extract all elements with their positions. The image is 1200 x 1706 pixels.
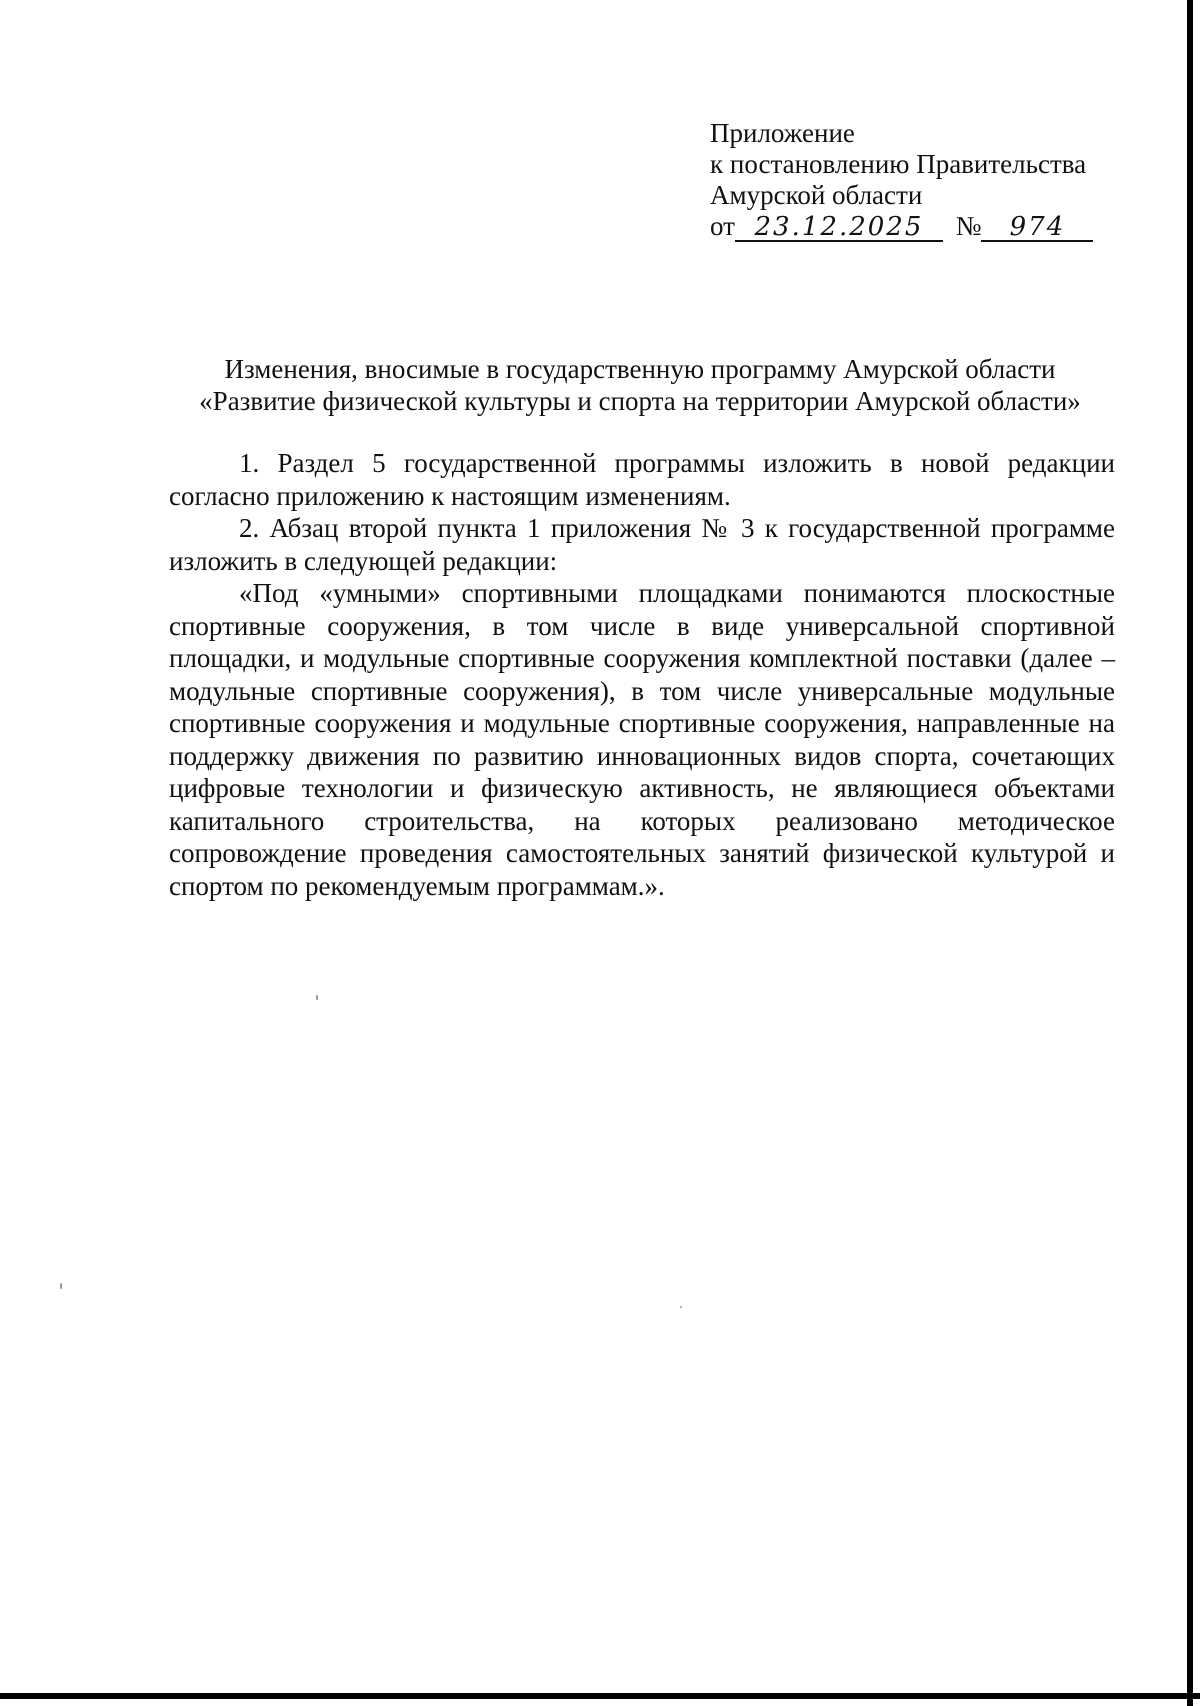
document-body (169, 447, 1115, 902)
handwritten-date: 23.12.2025 (735, 214, 943, 242)
scan-speck (316, 995, 318, 1000)
appendix-title: Приложение (710, 118, 855, 148)
scan-edge-bottom (0, 1693, 1200, 1699)
appendix-header (710, 118, 1150, 247)
title-line-1: Изменения, вносимые в государственную программу Амурской области (224, 354, 1056, 384)
paragraph-1: 1. Раздел 5 государственной программы изложить в новой редакции согласно приложению к настоящим изменениям. (169, 448, 1115, 511)
appendix-region-line: Амурской области (710, 180, 923, 210)
title-line-2: «Развитие физической культуры и спорта на территории Амурской области» (199, 386, 1081, 416)
appendix-date-number-line (710, 211, 1150, 247)
scan-edge-right (1187, 0, 1193, 1706)
scan-speck (680, 1306, 682, 1308)
scan-speck (60, 1283, 62, 1289)
handwritten-number: 974 (981, 214, 1093, 242)
document-title (160, 353, 1120, 417)
number-label: № (955, 211, 982, 241)
appendix-resolution-line: к постановлению Правительства (710, 149, 1087, 179)
paragraph-2: 2. Абзац второй пункта 1 приложения № 3 к государственной программе изложить в следующей редакции: (169, 513, 1115, 576)
from-label: от (710, 211, 735, 241)
paragraph-3: «Под «умными» спортивными площадками понимаются плоскостные спортивные сооружения, в том числе в виде универсальной спортивной площадки, и модульные спортивные сооружения комплектной поставки (далее – модульные спортивные сооружения), в том числе универсальные модульные спортивные сооружения и модульные спортивные сооружения, направленные на поддержку движения по развитию инновационных видов спорта, сочетающих цифровые технологии и физическую активность, не являющиеся объектами капитального строительства, на которых реализовано методическое сопровождение проведения самостоятельных занятий физической культурой и спортом по рекомендуемым программам.». (169, 578, 1115, 901)
